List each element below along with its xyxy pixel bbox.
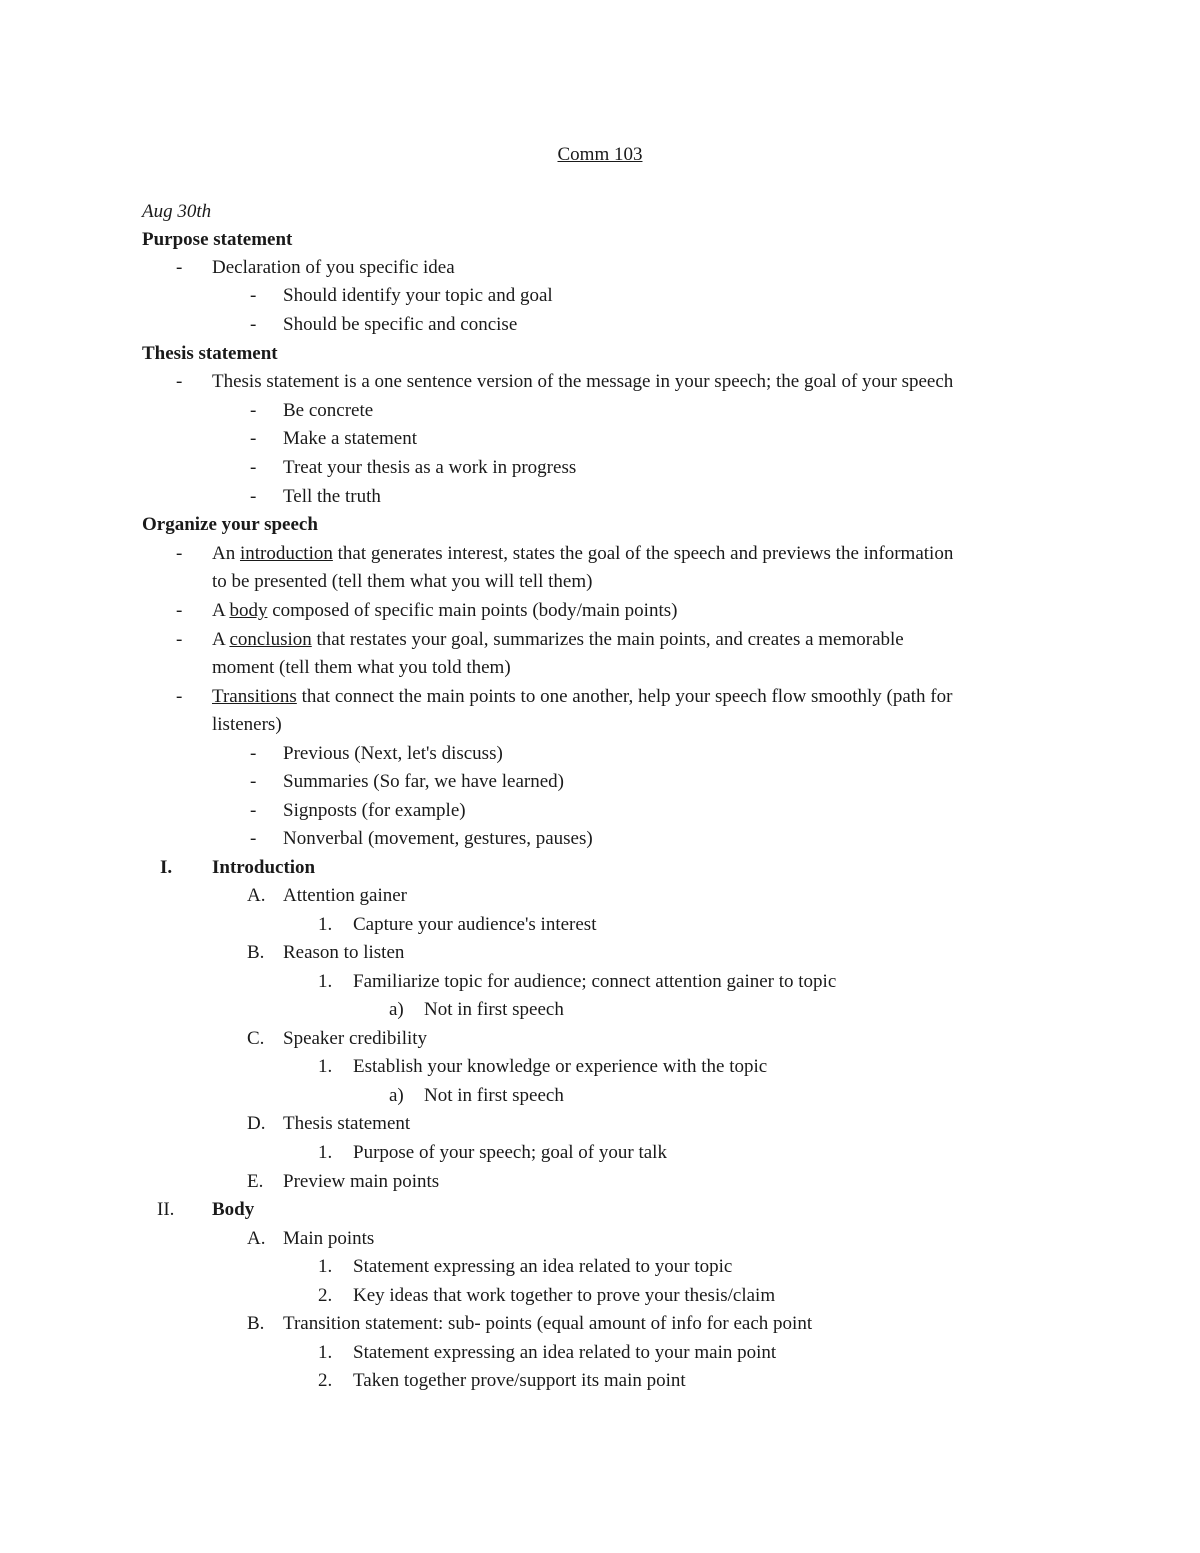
outline-item: Main points [283, 1228, 375, 1249]
outline-sub-sub-item: Not in first speech [424, 1085, 564, 1106]
outline-item: Attention gainer [283, 885, 407, 906]
outline-sub-item: Taken together prove/support its main point [353, 1370, 686, 1391]
outline-letter: A. [247, 1228, 266, 1249]
outline-number: 1. [318, 971, 333, 992]
outline-sub-item: Statement expressing an idea related to your topic [353, 1256, 733, 1277]
bullet-dash: - [250, 285, 257, 306]
outline-letter: A. [247, 885, 266, 906]
outline-letter: D. [247, 1113, 266, 1134]
term-conclusion: conclusion [229, 629, 312, 650]
bullet-dash: - [176, 543, 183, 564]
outline-sub-item: Purpose of your speech; goal of your talk [353, 1142, 667, 1163]
text-run: A [212, 629, 230, 650]
outline-number: 2. [318, 1285, 333, 1306]
outline-letter-lower: a) [389, 1085, 404, 1106]
outline-letter: B. [247, 1313, 265, 1334]
outline-letter: B. [247, 942, 265, 963]
outline-body-heading: Body [212, 1199, 255, 1220]
outline-number: 1. [318, 1142, 333, 1163]
thesis-heading: Thesis statement [142, 343, 278, 364]
outline-sub-sub-item: Not in first speech [424, 999, 564, 1020]
bullet-dash: - [250, 486, 257, 507]
bullet-dash: - [250, 428, 257, 449]
thesis-sub-item: Treat your thesis as a work in progress [283, 457, 577, 478]
transition-type: Previous (Next, let's discuss) [283, 743, 503, 764]
outline-item: Thesis statement [283, 1113, 411, 1134]
outline-item: Preview main points [283, 1171, 440, 1192]
purpose-sub-item: Should be specific and concise [283, 314, 518, 335]
organize-transitions-item [212, 683, 952, 711]
organize-heading: Organize your speech [142, 514, 318, 535]
term-introduction: introduction [239, 543, 333, 564]
outline-sub-item: Capture your audience's interest [353, 914, 597, 935]
transition-type: Signposts (for example) [283, 800, 466, 821]
outline-item: Speaker credibility [283, 1028, 428, 1049]
text-run: that restates your goal, summarizes the main points, and creates a memorable [311, 629, 904, 650]
term-transitions: Transitions [212, 686, 297, 707]
thesis-sub-item: Be concrete [283, 400, 374, 421]
outline-number: 1. [318, 914, 333, 935]
thesis-sub-item: Make a statement [283, 428, 418, 449]
text-run: that generates interest, states the goal of the speech and previews the information [332, 543, 954, 564]
organize-conclusion-continuation: moment (tell them what you told them) [212, 657, 511, 678]
outline-item: Transition statement: sub- points (equal amount of info for each point [283, 1313, 813, 1334]
thesis-item: Thesis statement is a one sentence version of the message in your speech; the goal of your speech [212, 371, 954, 392]
bullet-dash: - [250, 828, 257, 849]
outline-sub-item: Familiarize topic for audience; connect attention gainer to topic [353, 971, 837, 992]
bullet-dash: - [176, 257, 183, 278]
organize-intro-item [212, 540, 953, 568]
outline-letter: E. [247, 1171, 264, 1192]
bullet-dash: - [250, 400, 257, 421]
outline-sub-item: Establish your knowledge or experience with the topic [353, 1056, 768, 1077]
document-title: Comm 103 [557, 144, 643, 165]
date-label: Aug 30th [142, 201, 212, 222]
bullet-dash: - [250, 743, 257, 764]
text-run: A [212, 600, 230, 621]
bullet-dash: - [176, 629, 183, 650]
thesis-sub-item: Tell the truth [283, 486, 381, 507]
bullet-dash: - [176, 371, 183, 392]
outline-introduction-heading: Introduction [212, 857, 316, 878]
bullet-dash: - [250, 800, 257, 821]
bullet-dash: - [250, 314, 257, 335]
outline-item: Reason to listen [283, 942, 405, 963]
outline-numeral-2: II. [157, 1199, 175, 1220]
organize-body-item [212, 597, 677, 625]
outline-number: 2. [318, 1370, 333, 1391]
text-run: An [212, 543, 240, 564]
text-run: that connect the main points to one another, help your speech flow smoothly (path for [296, 686, 953, 707]
outline-number: 1. [318, 1256, 333, 1277]
term-body: body [229, 600, 268, 621]
organize-conclusion-item [212, 626, 904, 654]
organize-intro-continuation: to be presented (tell them what you will tell them) [212, 571, 593, 592]
outline-sub-item: Key ideas that work together to prove your thesis/claim [353, 1285, 776, 1306]
purpose-sub-item: Should identify your topic and goal [283, 285, 553, 306]
outline-number: 1. [318, 1342, 333, 1363]
purpose-item: Declaration of you specific idea [212, 257, 455, 278]
outline-number: 1. [318, 1056, 333, 1077]
bullet-dash: - [176, 600, 183, 621]
outline-letter-lower: a) [389, 999, 404, 1020]
organize-transitions-continuation: listeners) [212, 714, 282, 735]
outline-sub-item: Statement expressing an idea related to your main point [353, 1342, 777, 1363]
outline-letter: C. [247, 1028, 265, 1049]
transition-type: Nonverbal (movement, gestures, pauses) [283, 828, 593, 849]
purpose-heading: Purpose statement [142, 229, 293, 250]
outline-numeral-1: I. [160, 857, 173, 878]
text-run: composed of specific main points (body/main points) [267, 600, 678, 621]
bullet-dash: - [250, 771, 257, 792]
transition-type: Summaries (So far, we have learned) [283, 771, 564, 792]
bullet-dash: - [176, 686, 183, 707]
bullet-dash: - [250, 457, 257, 478]
